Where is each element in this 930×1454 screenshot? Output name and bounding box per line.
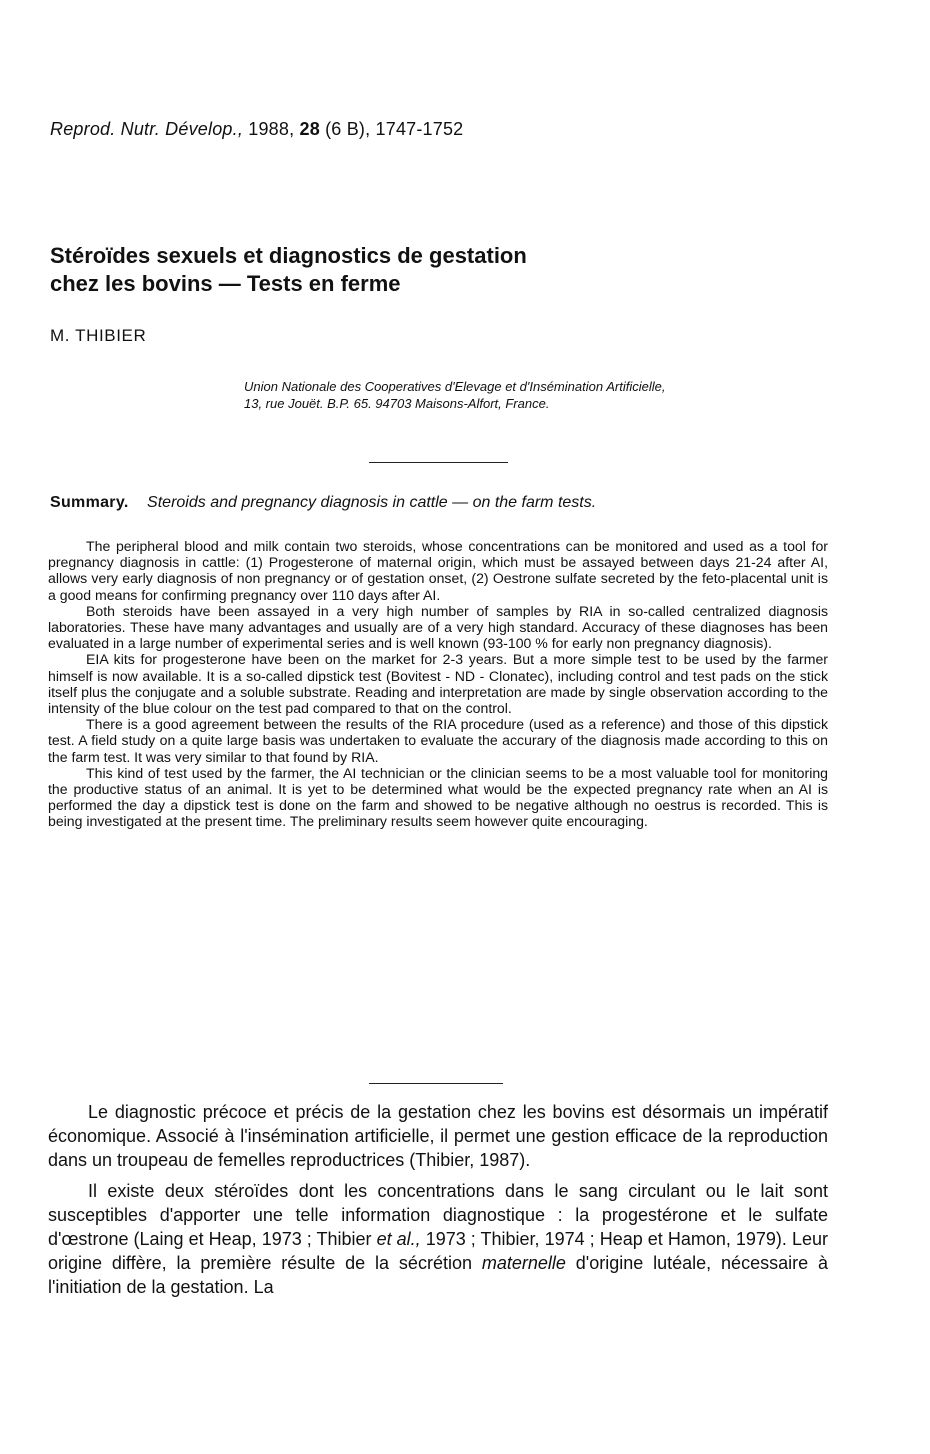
abstract-paragraph: Both steroids have been assayed in a very high number of samples by RIA in so-called centralized diagnosis laboratories. These have many advantages and usually are of a very high standard. Accuracy of these diagnoses has been evaluated in a large number of experimental series and is well known (93-100 % for early non pregnancy diagnosis).	[48, 602, 828, 652]
title-line-2: chez les bovins — Tests en ferme	[50, 271, 401, 296]
paper-title	[50, 242, 750, 298]
body-text-segment: Il existe deux stéroïdes dont les concentrations dans le sang circulant ou le lait sont susceptibles d'apporter une telle information diagnostique : la progestérone et le sulfate d'œstrone (Laing et Heap, 1973 ; Thibier	[48, 1181, 828, 1249]
separator-rule-bottom	[369, 1083, 503, 1084]
journal-issue-pages: (6 B), 1747-1752	[325, 119, 464, 139]
body-text-segment: d'origine lutéale, nécessaire à l'initiation de la gestation. La	[48, 1252, 828, 1297]
journal-name: Reprod. Nutr. Dévelop.,	[50, 119, 244, 139]
journal-year: 1988,	[248, 119, 295, 139]
maternelle-italic: maternelle	[481, 1252, 566, 1273]
title-line-1: Stéroïdes sexuels et diagnostics de gestation	[50, 243, 527, 268]
abstract	[48, 538, 828, 830]
body-paragraph-1: Le diagnostic précoce et précis de la gestation chez les bovins est désormais un impératif économique. Associé à l'insémination artificielle, il permet une gestion efficace de la reproduction dans un troupeau de femelles reproductrices (Thibier, 1987).	[48, 1102, 828, 1170]
body-paragraph-2	[48, 1180, 828, 1299]
journal-volume: 28	[299, 119, 320, 139]
body-text-segment: 1973 ; Thibier, 1974 ; Heap et Hamon, 1979). Leur origine diffère, la première résulte de la sécrétion	[48, 1228, 828, 1273]
affiliation-line-1: Union Nationale des Cooperatives d'Elevage et d'Insémination Artificielle,	[244, 379, 666, 394]
summary-label: Summary.	[50, 494, 129, 511]
abstract-paragraph: EIA kits for progesterone have been on the market for 2-3 years. But a more simple test to be used by the farmer himself is now available. It is a so-called dipstick test (Bovitest - ND - Clonatec), including control and test pads on the stick itself plus the conjugate and a soluble substrate. Reading and interpretation are made by single observation according to the intensity of the blue colour on the test pad compared to that on the control.	[48, 651, 828, 717]
journal-citation	[50, 119, 463, 140]
abstract-paragraph: This kind of test used by the farmer, the AI technician or the clinician seems to be a most valuable tool for monitoring the productive status of an animal. It is yet to be determined what would be the expected pregnancy rate when an AI is performed the day a dipstick test is done on the farm and showed to be negative although no oestrus is recorded. This is being investigated at the present time. The preliminary results seem however quite encouraging.	[48, 764, 828, 830]
abstract-paragraph: There is a good agreement between the results of the RIA procedure (used as a reference) and those of this dipstick test. A field study on a quite large basis was undertaken to evaluate the accurary of the diagnosis made according to this on the farm test. It was very similar to that found by RIA.	[48, 716, 828, 765]
author-affiliation	[244, 378, 864, 412]
affiliation-line-2: 13, rue Jouët. B.P. 65. 94703 Maisons-Alfort, France.	[244, 396, 550, 411]
body-text	[48, 1101, 828, 1307]
abstract-paragraph: The peripheral blood and milk contain two steroids, whose concentrations can be monitored and used as a tool for pregnancy diagnosis in cattle: (1) Progesterone of maternal origin, which must be assayed between days 21-24 after AI, allows very early diagnosis of non pregnancy or of gestation onset, (2) Oestrone sulfate secreted by the feto-placental unit is a good means for confirming pregnancy over 110 days after AI.	[48, 538, 828, 603]
summary-heading	[50, 494, 596, 512]
author-name: M. THIBIER	[50, 326, 147, 345]
summary-title: Steroids and pregnancy diagnosis in cattle — on the farm tests.	[147, 494, 597, 511]
et-al-italic: et al.,	[376, 1228, 421, 1249]
separator-rule-top	[369, 462, 508, 463]
